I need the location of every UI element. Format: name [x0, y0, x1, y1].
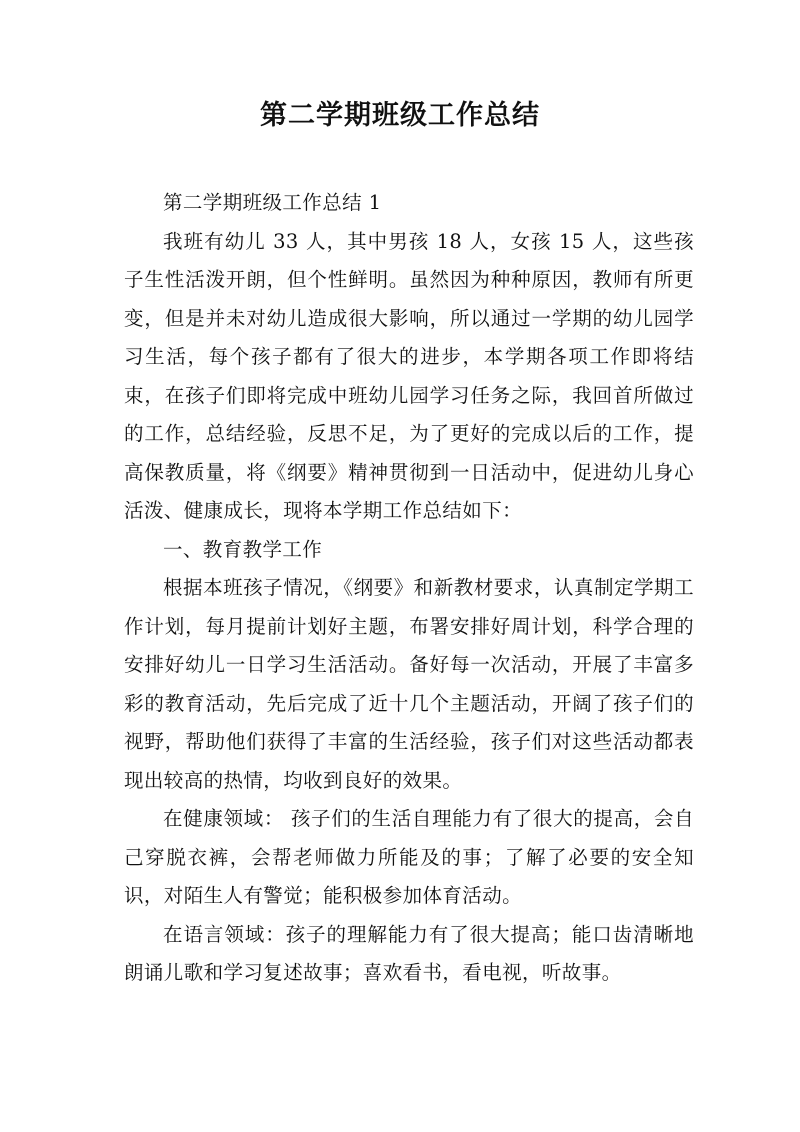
section-heading-education: 一、教育教学工作 — [163, 537, 323, 561]
section-subtitle: 第二学期班级工作总结 1 — [163, 191, 382, 214]
document-body — [124, 184, 694, 993]
paragraph-intro: 我班有幼儿 33 人，其中男孩 18 人，女孩 15 人，这些孩子生性活泼开朗，但个性鲜明。虽然因为种种原因，教师有所更变，但是并未对幼儿造成很大影响，所以通过一学期的幼儿园学习生活，每个孩子都有了很大的进步，本学期各项工作即将结束，在孩子们即将完成中班幼儿园学习任务之际，我回首所做过的工作，总结经验，反思不足，为了更好的完成以后的工作，提高保教质量，将《纲要》精神贯彻到一日活动中，促进幼儿身心活泼、健康成长，现将本学期工作总结如下： — [124, 229, 694, 522]
paragraph-education-plan: 根据本班孩子情况，《纲要》和新教材要求，认真制定学期工作计划，每月提前计划好主题，布署安排好周计划，科学合理的安排好幼儿一日学习生活活动。备好每一次活动，开展了丰富多彩的教育活动，先后完成了近十几个主题活动，开阔了孩子们的视野，帮助他们获得了丰富的生活经验，孩子们对这些活动都表现出较高的热情，均收到良好的效果。 — [124, 576, 694, 792]
paragraph-language-domain: 在语言领域：孩子的理解能力有了很大提高；能口齿清晰地朗诵儿歌和学习复述故事；喜欢看书，看电视，听故事。 — [124, 922, 694, 984]
document-title: 第二学期班级工作总结 — [260, 100, 540, 131]
paragraph-health-domain: 在健康领域： 孩子们的生活自理能力有了很大的提高，会自己穿脱衣裤，会帮老师做力所能及的事；了解了必要的安全知识，对陌生人有警觉；能积极参加体育活动。 — [124, 807, 694, 907]
